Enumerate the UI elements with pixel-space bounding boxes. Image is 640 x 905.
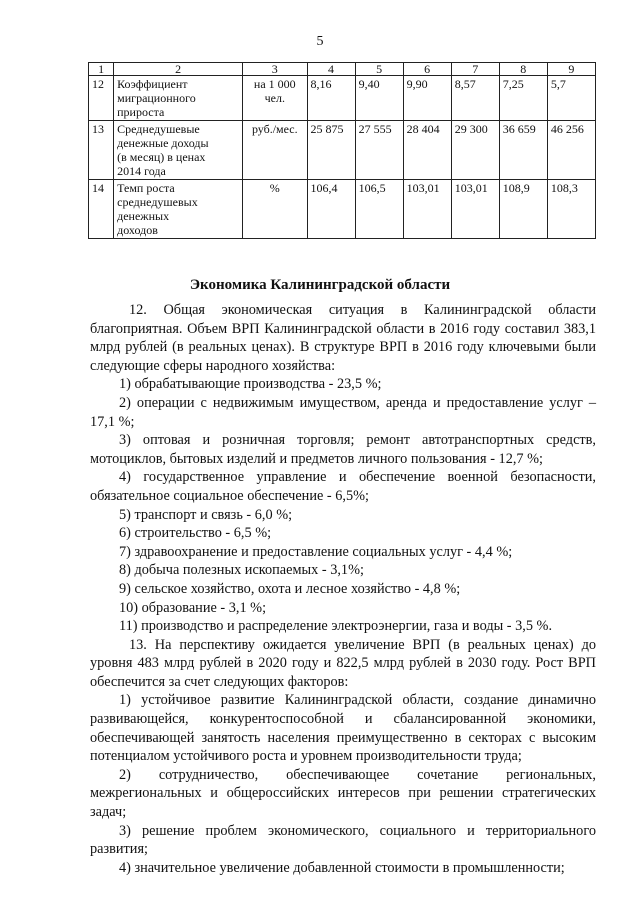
- header-cell: 5: [355, 63, 403, 76]
- header-cell: 9: [547, 63, 595, 76]
- indicator-name-line: доходов: [117, 223, 158, 237]
- list-item: 5) транспорт и связь - 6,0 %;: [119, 506, 293, 523]
- unit-line: руб./мес.: [251, 122, 298, 136]
- unit-line: на 1 000: [253, 77, 296, 91]
- value-cell: 27 555: [355, 121, 403, 180]
- value-cell: 9,40: [355, 76, 403, 121]
- value-cell: 106,4: [307, 180, 355, 239]
- row-number-cell: 12: [89, 76, 114, 121]
- row-number-cell: 14: [89, 180, 114, 239]
- numbered-paragraph: 13. На перспективу ожидается увеличение ВРП (в реальных ценах) до уровня 483 млрд рублей в 2020 году и 822,5 млрд рублей в 2030 году. Рост ВРП обеспечится за счет следующих факторов:: [90, 636, 596, 690]
- section-heading: Экономика Калининградской области: [189, 277, 451, 293]
- list-item: 2) сотрудничество, обеспечивающее сочетание региональных, межрегиональных и общероссийских интересов при решении стратегических задач;: [90, 766, 596, 821]
- value-cell: 8,57: [451, 76, 499, 121]
- unit-line: %: [269, 181, 280, 195]
- indicator-name-line: 2014 года: [117, 164, 166, 178]
- value-cell: 103,01: [451, 180, 499, 239]
- table-row: [89, 76, 596, 121]
- value-cell: 25 875: [307, 121, 355, 180]
- value-cell: 5,7: [547, 76, 595, 121]
- list-item: 3) решение проблем экономического, социального и территориального развития;: [90, 822, 596, 858]
- unit-cell: [243, 76, 307, 121]
- section-body: [90, 301, 596, 877]
- indicator-name-line: Среднедушевые: [117, 122, 200, 136]
- list-item: 4) значительное увеличение добавленной стоимости в промышленности;: [119, 859, 565, 876]
- list-item: 9) сельское хозяйство, охота и лесное хозяйство - 4,8 %;: [119, 580, 461, 597]
- header-cell: 4: [307, 63, 355, 76]
- value-cell: 46 256: [547, 121, 595, 180]
- indicator-name-cell: [114, 121, 243, 180]
- header-cell: 7: [451, 63, 499, 76]
- list-item: 10) образование - 3,1 %;: [119, 599, 267, 616]
- list-item: 1) устойчивое развитие Калининградской области, создание динамично развивающейся, конкурентоспособной и сбалансированной экономики, обеспечивающей занятость населения преимущественно в секторах с высоким потенциалом устойчивого роста и уровнем производительности труда;: [90, 692, 596, 765]
- list-item: 6) строительство - 6,5 %;: [119, 525, 272, 542]
- value-cell: 7,25: [499, 76, 547, 121]
- list-item: 3) оптовая и розничная торговля; ремонт автотранспортных средств, мотоциклов, бытовых изделий и предметов личного пользования - 12,7 %;: [90, 432, 596, 467]
- unit-line: чел.: [264, 91, 285, 105]
- table-row: [89, 180, 596, 239]
- value-cell: 8,16: [307, 76, 355, 121]
- list-item: 7) здравоохранение и предоставление социальных услуг - 4,4 %;: [119, 543, 513, 560]
- indicator-name-line: прироста: [117, 105, 165, 119]
- list-item: 8) добыча полезных ископаемых - 3,1%;: [119, 562, 364, 579]
- value-cell: 108,3: [547, 180, 595, 239]
- table-row: [89, 121, 596, 180]
- header-cell: 1: [89, 63, 114, 76]
- value-cell: 28 404: [403, 121, 451, 180]
- list-item: 11) производство и распределение электроэнергии, газа и воды - 3,5 %.: [119, 618, 553, 635]
- table-header-row: [89, 63, 596, 76]
- unit-cell: [243, 180, 307, 239]
- value-cell: 103,01: [403, 180, 451, 239]
- list-item: 4) государственное управление и обеспечение военной безопасности, обязательное социальное обеспечение - 6,5%;: [90, 469, 596, 504]
- list-item: 1) обрабатывающие производства - 23,5 %;: [119, 376, 382, 393]
- row-number-cell: 13: [89, 121, 114, 180]
- value-cell: 106,5: [355, 180, 403, 239]
- header-cell: 3: [243, 63, 307, 76]
- page-number: 5: [316, 34, 324, 49]
- indicator-name-line: (в месяц) в ценах: [117, 150, 206, 164]
- indicator-name-line: денежные доходы: [117, 136, 209, 150]
- header-cell: 2: [114, 63, 243, 76]
- header-cell: 8: [499, 63, 547, 76]
- value-cell: 9,90: [403, 76, 451, 121]
- indicator-name-line: среднедушевых: [117, 195, 198, 209]
- indicator-name-cell: [114, 76, 243, 121]
- indicator-name-line: Темп роста: [117, 181, 175, 195]
- list-item: 2) операции с недвижимым имуществом, аренда и предоставление услуг – 17,1 %;: [90, 394, 596, 430]
- value-cell: 108,9: [499, 180, 547, 239]
- header-cell: 6: [403, 63, 451, 76]
- indicator-name-line: денежных: [117, 209, 170, 223]
- indicator-name-line: Коэффициент: [117, 77, 188, 91]
- indicators-table: [88, 62, 596, 239]
- indicator-name-line: миграционного: [117, 91, 196, 105]
- indicator-name-cell: [114, 180, 243, 239]
- numbered-paragraph: 12. Общая экономическая ситуация в Калининградской области благоприятная. Объем ВРП Калининградской области в 2016 году составил 383,1 млрд рублей (в реальных ценах). В структуре ВРП в 2016 году ключевыми были следующие сферы народного хозяйства:: [90, 302, 596, 374]
- unit-cell: [243, 121, 307, 180]
- value-cell: 36 659: [499, 121, 547, 180]
- value-cell: 29 300: [451, 121, 499, 180]
